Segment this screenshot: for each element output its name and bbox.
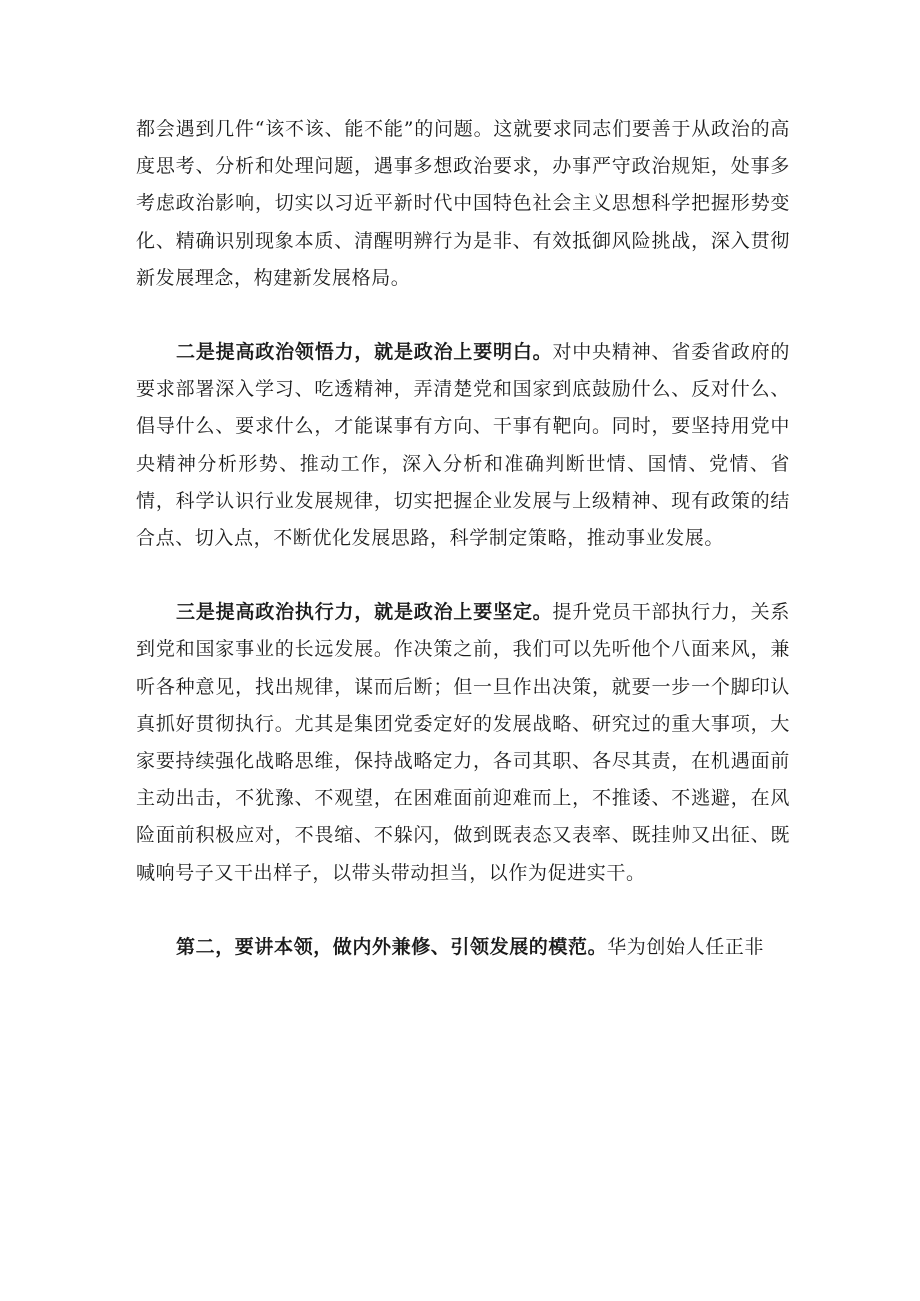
paragraph-capability (136, 929, 790, 966)
paragraph-political-execution (136, 594, 790, 892)
paragraph-heading: 二是提高政治领悟力，就是政治上要明白。 (176, 341, 553, 364)
paragraph-text: 对中央精神、省委省政府的要求部署深入学习、吃透精神，弄清楚党和国家到底鼓励什么、反对什么、倡导什么、要求什么，才能谋事有方向、干事有靶向。同时，要坚持用党中央精神分析形势、推动工作，深入分析和准确判断世情、国情、党情、省情，科学认识行业发展规律，切实把握企业发展与上级精神、现有政策的结合点、切入点，不断优化发展思路，科学制定策略，推动事业发展。 (136, 341, 790, 550)
paragraph-political-comprehension (136, 334, 790, 557)
paragraph-text: 提升党员干部执行力，关系到党和国家事业的长远发展。作决策之前，我们可以先听他个八面来风，兼听各种意见，找出规律，谋而后断；但一旦作出决策，就要一步一个脚印认真抓好贯彻执行。尤其是集团党委定好的发展战略、研究过的重大事项，大家要持续强化战略思维，保持战略定力，各司其职、各尽其责，在机遇面前主动出击，不犹豫、不观望，在困难面前迎难而上，不推诿、不逃避，在风险面前积极应对，不畏缩、不躲闪，做到既表态又表率、既挂帅又出征、既喊响号子又干出样子，以带头带动担当，以作为促进实干。 (136, 601, 790, 884)
document-page (136, 111, 790, 966)
paragraph-text: 都会遇到几件“该不该、能不能”的问题。这就要求同志们要善于从政治的高度思考、分析和处理问题，遇事多想政治要求，办事严守政治规矩，处事多考虑政治影响，切实以习近平新时代中国特色社会主义思想科学把握形势变化、精确识别现象本质、清醒明辨行为是非、有效抵御风险挑战，深入贯彻新发展理念，构建新发展格局。 (136, 118, 790, 289)
paragraph-text: 华为创始人任正非 (607, 935, 765, 958)
paragraph-heading: 第二，要讲本领，做内外兼修、引领发展的模范。 (176, 935, 608, 958)
paragraph-continuation (136, 111, 790, 297)
paragraph-heading: 三是提高政治执行力，就是政治上要坚定。 (176, 601, 553, 624)
